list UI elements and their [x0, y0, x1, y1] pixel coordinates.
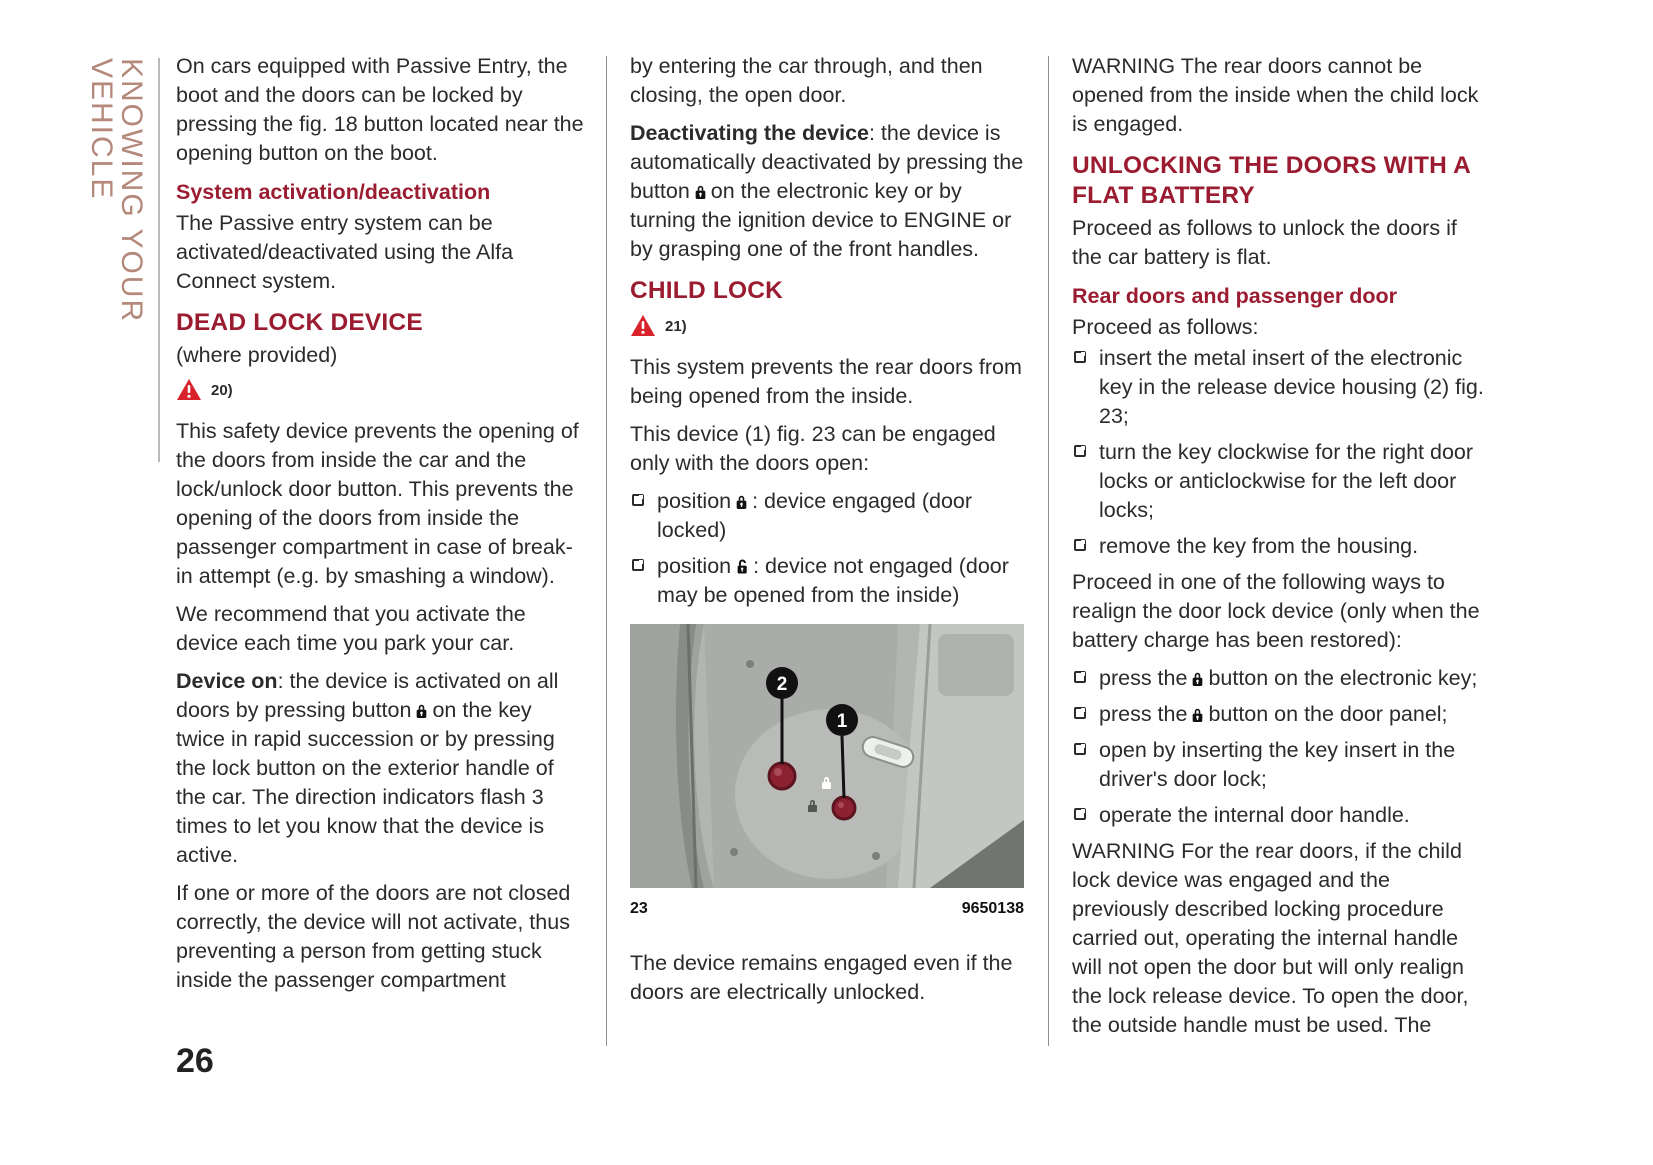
paragraph: by entering the car through, and then closing, the open door. — [630, 54, 983, 107]
bullet-item — [1072, 344, 1484, 431]
heading-rear-doors: Rear doors and passenger door — [1072, 284, 1397, 308]
paragraph: If one or more of the doors are not closed correctly, the device will not activate, thus preventing a person from getting stuck inside the passenger compartment — [176, 881, 571, 992]
paragraph: The device remains engaged even if the doors are electrically unlocked. — [630, 951, 1013, 1004]
bullet-text: turn the key clockwise for the right door locks or anticlockwise for the left door locks; — [1099, 440, 1474, 522]
paragraph-device-on — [176, 667, 586, 870]
square-bullet-icon — [1074, 445, 1086, 457]
paragraph: We recommend that you activate the device each time you park your car. — [176, 602, 526, 655]
figure-23 — [630, 624, 1024, 923]
square-bullet-icon — [1074, 707, 1086, 719]
column-divider — [1048, 56, 1049, 1046]
page-number: 26 — [176, 1042, 214, 1080]
bullet-item — [1072, 438, 1484, 525]
warning-triangle-icon — [630, 314, 656, 337]
bullet-text-pre: position — [657, 489, 732, 513]
paragraph: This device (1) fig. 23 can be engaged only with the doors open: — [630, 422, 996, 475]
square-bullet-icon — [632, 494, 644, 506]
bullet-item — [1072, 532, 1484, 561]
sidebar-rule — [158, 58, 160, 462]
square-bullet-icon — [1074, 539, 1086, 551]
warning-reference-row — [176, 378, 586, 407]
device-on-text-post: on the key twice in rapid succession or by pressing the lock button on the exterior handle of the car. The direction indicators flash 3 times to let you know that the device is active. — [176, 698, 555, 867]
bullet-text-pre: press the — [1099, 666, 1188, 690]
padlock-open-icon — [735, 558, 749, 575]
bullet-text-pre: press the — [1099, 702, 1188, 726]
warning-triangle-icon — [176, 378, 202, 401]
bullet-item — [1072, 664, 1484, 693]
paragraph: This system prevents the rear doors from being opened from the inside. — [630, 355, 1022, 408]
padlock-closed-icon — [1191, 671, 1204, 687]
bullet-text-post: : device engaged (door locked) — [657, 489, 973, 542]
square-bullet-icon — [1074, 671, 1086, 683]
column-1 — [176, 52, 586, 1049]
heading-dead-lock-device: DEAD LOCK DEVICE — [176, 309, 423, 336]
square-bullet-icon — [1074, 351, 1086, 363]
bullet-text-post: button on the electronic key; — [1208, 666, 1478, 690]
device-on-text-pre: : the device is activated on all doors by pressing button — [176, 669, 559, 722]
figure-callout-2: 2 — [776, 674, 788, 695]
figure-code: 9650138 — [961, 900, 1024, 917]
paragraph: Proceed as follows to unlock the doors if the car battery is flat. — [1072, 216, 1457, 269]
warning-note-number: 21) — [665, 318, 687, 335]
padlock-closed-icon — [735, 494, 748, 510]
bullet-text-post: : device not engaged (door may be opened from the inside) — [657, 554, 1009, 607]
paragraph: Proceed in one of the following ways to realign the door lock device (only when the battery charge has been restored): — [1072, 570, 1480, 652]
sidebar — [86, 58, 160, 466]
square-bullet-icon — [632, 559, 644, 571]
bullet-item — [630, 552, 1028, 610]
heading-system-activation: System activation/deactivation — [176, 180, 491, 204]
paragraph-deactivating — [630, 119, 1028, 264]
warning-reference-row — [630, 314, 1028, 343]
heading-unlocking-flat-battery: UNLOCKING THE DOORS WITH A FLAT BATTERY — [1072, 152, 1471, 209]
column-2 — [630, 52, 1028, 1049]
bullet-text-post: button on the door panel; — [1208, 702, 1448, 726]
bullet-text: remove the key from the housing. — [1099, 534, 1419, 558]
paragraph: Proceed as follows: — [1072, 315, 1259, 339]
door-child-lock-illustration — [630, 624, 1024, 888]
paragraph: On cars equipped with Passive Entry, the boot and the doors can be locked by pressing the fig. 18 button located near the opening button on the boot. — [176, 54, 584, 165]
square-bullet-icon — [1074, 808, 1086, 820]
paragraph-warning: WARNING The rear doors cannot be opened from the inside when the child lock is engaged. — [1072, 54, 1479, 136]
deactivating-text-pre: : the device is automatically deactivated by pressing the button — [630, 121, 1024, 203]
figure-number: 23 — [630, 900, 648, 917]
content-columns — [176, 52, 1484, 1049]
figure-callout-1: 1 — [836, 711, 848, 732]
figure-caption-row — [630, 894, 1024, 923]
bullet-item — [1072, 700, 1484, 729]
heading-child-lock: CHILD LOCK — [630, 277, 784, 304]
paragraph: This safety device prevents the opening of the doors from inside the car and the lock/unlock door button. This prevents the opening of the doors from inside the passenger compartment in case of break-in attempt (e.g. by smashing a window). — [176, 419, 579, 588]
bullet-item — [1072, 801, 1484, 830]
bullet-item — [1072, 736, 1484, 794]
deactivating-text-post: on the electronic key or by turning the ignition device to ENGINE or by grasping one of the front handles. — [630, 179, 1012, 261]
column-divider — [606, 56, 607, 1046]
padlock-closed-icon — [694, 184, 707, 200]
sidebar-chapter-label: KNOWING YOUR VEHICLE — [85, 58, 148, 324]
bullet-text: open by inserting the key insert in the driver's door lock; — [1099, 738, 1456, 791]
square-bullet-icon — [1074, 743, 1086, 755]
paragraph-warning: WARNING For the rear doors, if the child lock device was engaged and the previously described locking procedure carried out, operating the internal handle will not open the door but will only realign the lock release device. To open the door, the outside handle must be used. The — [1072, 839, 1469, 1037]
device-on-label: Device on — [176, 669, 278, 693]
deactivating-label: Deactivating the device — [630, 121, 869, 145]
bullet-item — [630, 487, 1028, 545]
column-3 — [1072, 52, 1484, 1049]
bullet-text: operate the internal door handle. — [1099, 803, 1410, 827]
padlock-closed-icon — [415, 703, 428, 719]
bullet-text: insert the metal insert of the electronic key in the release device housing (2) fig. 23; — [1099, 346, 1484, 428]
paragraph: The Passive entry system can be activated/deactivated using the Alfa Connect system. — [176, 211, 514, 293]
where-provided-note: (where provided) — [176, 343, 338, 367]
warning-note-number: 20) — [211, 382, 233, 399]
padlock-closed-icon — [1191, 707, 1204, 723]
bullet-text-pre: position — [657, 554, 732, 578]
